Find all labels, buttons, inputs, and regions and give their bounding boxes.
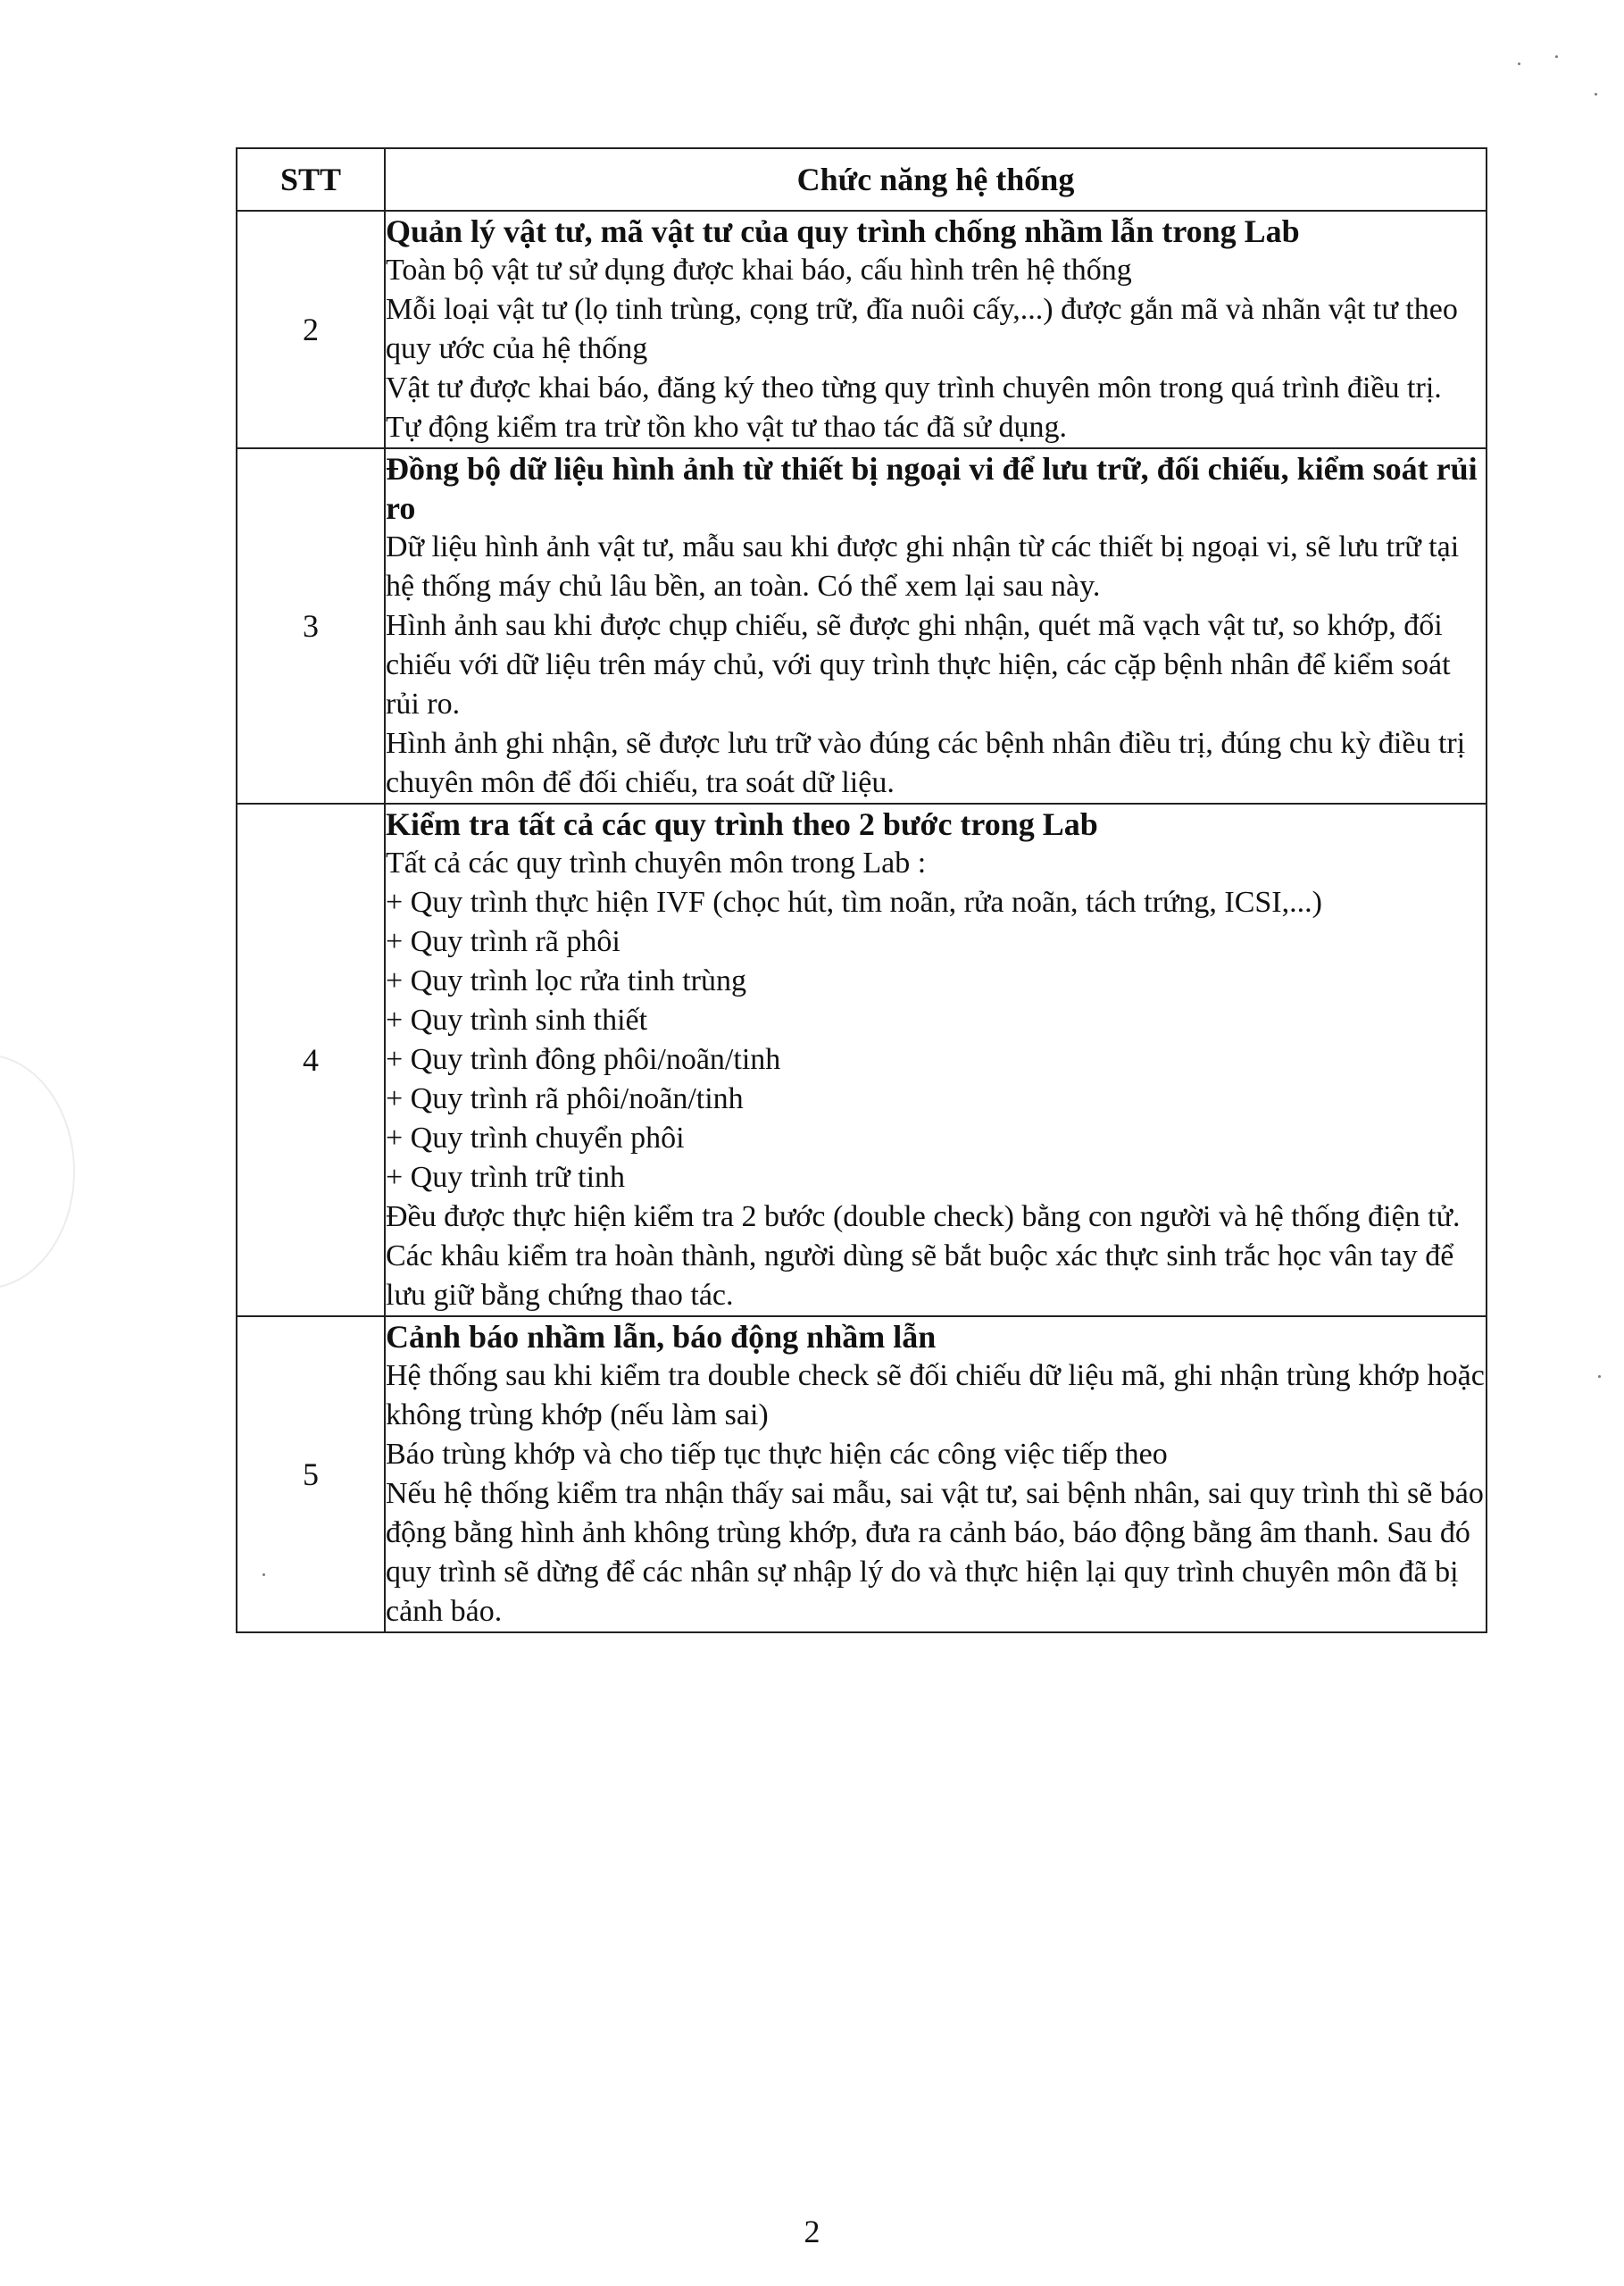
row-title: Kiểm tra tất cả các quy trình theo 2 bước trong Lab [386, 806, 1098, 842]
row-line: Mỗi loại vật tư (lọ tinh trùng, cọng trữ, đĩa nuôi cấy,...) được gắn mã và nhãn vật tư theo quy ước của hệ thống [386, 293, 1458, 365]
row-line: Hình ảnh ghi nhận, sẽ được lưu trữ vào đúng các bệnh nhân điều trị, đúng chu kỳ điều trị chuyên môn để đối chiếu, tra soát dữ liệu. [386, 727, 1466, 799]
header-stt: STT [237, 148, 385, 211]
function-table [236, 147, 1487, 1633]
row-line: Hình ảnh sau khi được chụp chiếu, sẽ được ghi nhận, quét mã vạch vật tư, so khớp, đối chiếu với dữ liệu trên máy chủ, với quy trình thực hiện, các cặp bệnh nhân để kiểm soát rủi ro. [386, 609, 1451, 721]
scan-speck [1598, 1375, 1601, 1378]
scan-speck [1555, 55, 1558, 58]
row-line: + Quy trình sinh thiết [386, 1004, 648, 1037]
row-line: + Quy trình thực hiện IVF (chọc hút, tìm noãn, rửa noãn, tách trứng, ICSI,...) [386, 886, 1322, 919]
row-line: Dữ liệu hình ảnh vật tư, mẫu sau khi được ghi nhận từ các thiết bị ngoại vi, sẽ lưu trữ tại hệ thống máy chủ lâu bền, an toàn. Có thể xem lại sau này. [386, 530, 1460, 603]
row-content [385, 804, 1487, 1316]
row-title: Cảnh báo nhầm lẫn, báo động nhầm lẫn [386, 1319, 937, 1355]
row-title: Đồng bộ dữ liệu hình ảnh từ thiết bị ngoại vi để lưu trữ, đối chiếu, kiểm soát rủi ro [386, 451, 1478, 526]
header-function: Chức năng hệ thống [385, 148, 1487, 211]
row-line: Tất cả các quy trình chuyên môn trong Lab : [386, 847, 927, 880]
table-row [237, 448, 1487, 804]
scan-speck [1595, 93, 1597, 96]
row-line: + Quy trình rã phôi/noãn/tinh [386, 1082, 744, 1115]
row-line: Vật tư được khai báo, đăng ký theo từng quy trình chuyên môn trong quá trình điều trị. [386, 371, 1442, 405]
row-line: Các khâu kiểm tra hoàn thành, người dùng sẽ bắt buộc xác thực sinh trắc học vân tay để lưu giữ bằng chứng thao tác. [386, 1239, 1454, 1312]
row-content [385, 448, 1487, 804]
row-content [385, 1316, 1487, 1632]
row-line: + Quy trình trữ tinh [386, 1161, 626, 1194]
row-content [385, 211, 1487, 448]
row-line: + Quy trình lọc rửa tinh trùng [386, 964, 746, 997]
row-title: Quản lý vật tư, mã vật tư của quy trình chống nhầm lẫn trong Lab [386, 213, 1300, 249]
row-line: + Quy trình đông phôi/noãn/tinh [386, 1043, 781, 1076]
table-row [237, 804, 1487, 1316]
row-line: + Quy trình rã phôi [386, 925, 620, 958]
faded-stamp [0, 1054, 75, 1289]
table-header-row [237, 148, 1487, 211]
row-line: Hệ thống sau khi kiểm tra double check sẽ đối chiếu dữ liệu mã, ghi nhận trùng khớp hoặc không trùng khớp (nếu làm sai) [386, 1359, 1485, 1431]
table-row [237, 1316, 1487, 1632]
table-row [237, 211, 1487, 448]
row-line: Tự động kiểm tra trừ tồn kho vật tư thao tác đã sử dụng. [386, 411, 1068, 444]
row-line: Báo trùng khớp và cho tiếp tục thực hiện các công việc tiếp theo [386, 1438, 1168, 1471]
row-line: Nếu hệ thống kiểm tra nhận thấy sai mẫu, sai vật tư, sai bệnh nhân, sai quy trình thì sẽ báo động bằng hình ảnh không trùng khớp, đưa ra cảnh báo, báo động bằng âm thanh. Sau đó quy trình sẽ dừng để các nhân sự nhập lý do và thực hiện lại quy trình chuyên môn đã bị cảnh báo. [386, 1477, 1484, 1628]
row-number: 3 [237, 448, 385, 804]
row-line: Đều được thực hiện kiểm tra 2 bước (double check) bằng con người và hệ thống điện tử. [386, 1200, 1461, 1233]
row-number: 4 [237, 804, 385, 1316]
scan-speck [1518, 63, 1520, 65]
row-number: 2 [237, 211, 385, 448]
row-number: 5 [237, 1316, 385, 1632]
row-line: + Quy trình chuyển phôi [386, 1122, 685, 1155]
row-line: Toàn bộ vật tư sử dụng được khai báo, cấu hình trên hệ thống [386, 254, 1132, 287]
page-number: 2 [804, 2214, 820, 2249]
